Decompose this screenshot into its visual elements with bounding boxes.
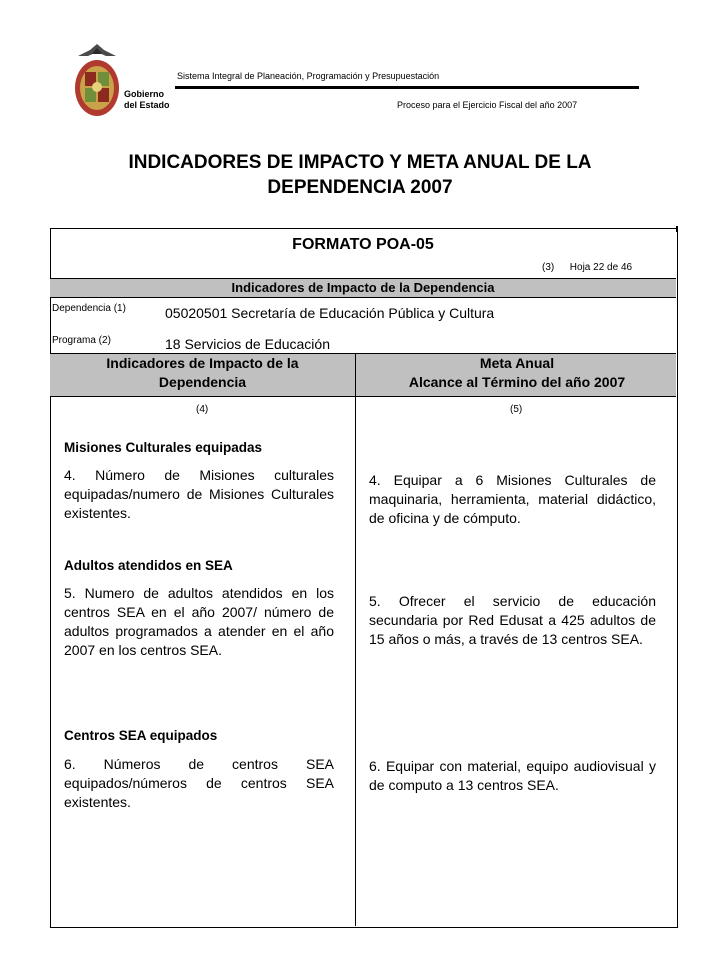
programa-value: 18 Servicios de Educación (165, 336, 330, 352)
page-title (40, 150, 680, 200)
page-number: Hoja 22 de 46 (569, 262, 633, 273)
col-right-line-1: Meta Anual (479, 355, 555, 371)
dependencia-value: 05020501 Secretaría de Educación Pública y Cultura (165, 305, 495, 321)
government-line-1: Gobierno (124, 89, 164, 99)
government-label (124, 89, 170, 111)
section-title: Indicadores de Impacto de la Dependencia (50, 278, 676, 298)
column-number-right: (5) (510, 404, 523, 415)
page-indicator (542, 262, 632, 273)
row-heading: Misiones Culturales equipadas (64, 440, 263, 455)
column-header-goal (358, 354, 676, 392)
col-right-line-2: Alcance al Término del año 2007 (408, 374, 626, 390)
column-number-left: (4) (196, 404, 209, 415)
form-frame (50, 228, 678, 928)
col-left-line-1: Indicadores de Impacto de la (106, 355, 299, 371)
system-name: Sistema Integral de Planeación, Programación y Presupuestación (177, 71, 440, 81)
government-line-2: del Estado (124, 100, 170, 110)
frame-corner-mark (676, 226, 678, 232)
goal-text: 6. Equipar con material, equipo audiovisual y de computo a 13 centros SEA. (369, 758, 656, 793)
indicator-text: 4. Número de Misiones culturales equipadas/numero de Misiones Culturales existentes. (64, 467, 334, 521)
dependencia-label: Dependencia (1) (52, 303, 126, 314)
title-line-2: DEPENDENCIA 2007 (267, 177, 453, 198)
col-left-line-2: Dependencia (158, 374, 247, 390)
form-name: FORMATO POA-05 (292, 236, 434, 253)
column-divider (355, 353, 356, 926)
row-heading: Adultos atendidos en SEA (64, 558, 233, 573)
row-heading: Centros SEA equipados (64, 728, 218, 743)
header-rule (175, 86, 639, 89)
column-header-indicators (50, 354, 355, 392)
page-ref: (3) (542, 262, 555, 273)
indicator-text: 6. Números de centros SEA equipados/números de centros SEA existentes. (64, 756, 334, 810)
title-line-1: INDICADORES DE IMPACTO Y META ANUAL DE LA (128, 152, 592, 173)
process-label: Proceso para el Ejercicio Fiscal del año 2007 (397, 100, 578, 110)
programa-label: Programa (2) (52, 335, 111, 346)
state-seal-logo (72, 44, 122, 118)
goal-text: 5. Ofrecer el servicio de educación secundaria por Red Edusat a 425 adultos de 15 años o más, a través de 13 centros SEA. (369, 593, 656, 647)
goal-text: 4. Equipar a 6 Misiones Culturales de maquinaria, herramienta, material didáctico, de oficina y de cómputo. (369, 472, 656, 526)
indicator-text: 5. Numero de adultos atendidos en los centros SEA en el año 2007/ número de adultos programados a atender en el año 2007 en los centros SEA. (64, 585, 334, 658)
